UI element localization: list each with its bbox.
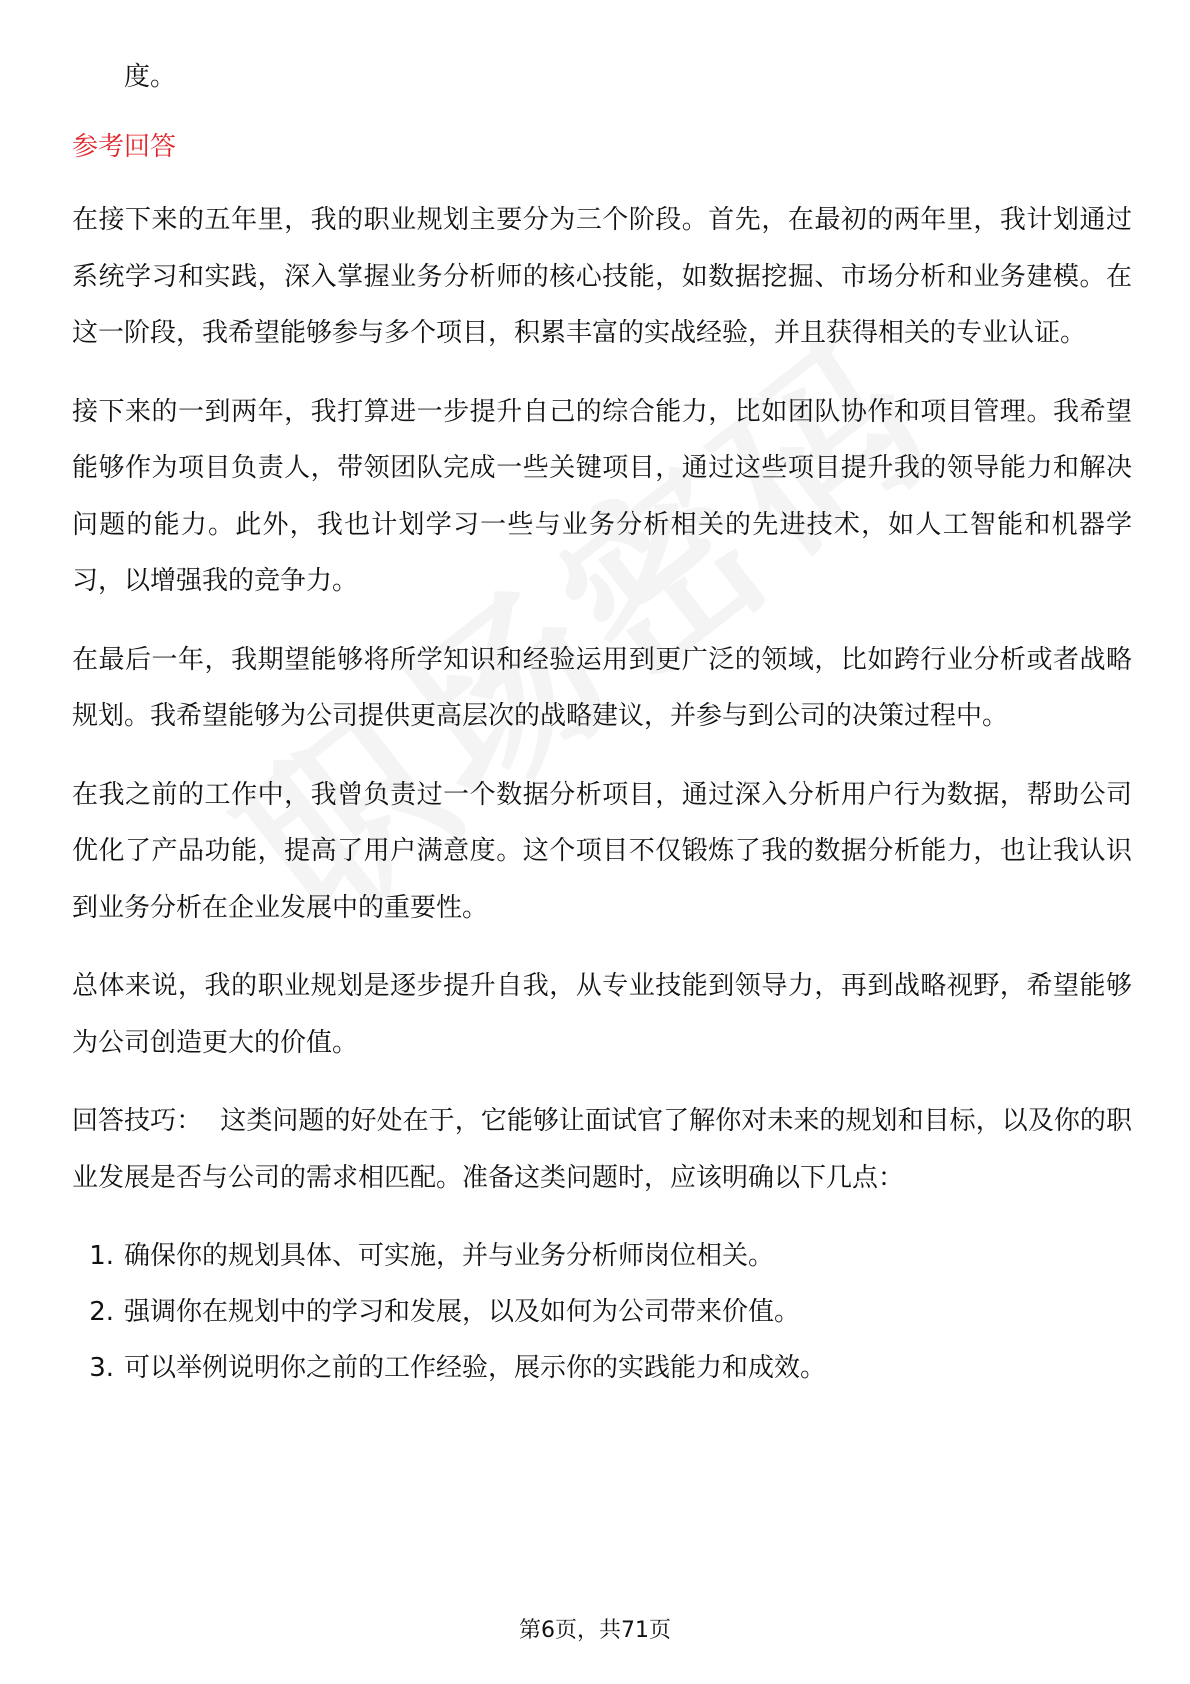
list-item [72, 1284, 1132, 1340]
answer-tips-label: 回答技巧： [72, 1106, 203, 1136]
answer-tips-paragraph [72, 1093, 1132, 1206]
continuation-text: 度。 [124, 62, 177, 92]
page-number-footer: 第6页，共71页 [519, 1618, 671, 1643]
list-item-number: 3. [89, 1353, 114, 1383]
list-item [72, 1228, 1132, 1284]
tips-list [72, 1228, 1132, 1396]
answer-tips-text: 这类问题的好处在于，它能够让面试官了解你对未来的规划和目标，以及你的职业发展是否与公司的需求相匹配。准备这类问题时，应该明确以下几点： [72, 1106, 1132, 1193]
list-item-text: 强调你在规划中的学习和发展，以及如何为公司带来价值。 [124, 1297, 801, 1327]
page-content [72, 52, 1132, 1396]
list-item [72, 1340, 1132, 1396]
answer-paragraph-4: 在我之前的工作中，我曾负责过一个数据分析项目，通过深入分析用户行为数据，帮助公司优化了产品功能，提高了用户满意度。这个项目不仅锻炼了我的数据分析能力，也让我认识到业务分析在企业发展中的重要性。 [72, 779, 1132, 923]
answer-paragraph-5: 总体来说，我的职业规划是逐步提升自我，从专业技能到领导力，再到战略视野，希望能够为公司创造更大的价值。 [72, 971, 1132, 1058]
list-item-text: 确保你的规划具体、可实施，并与业务分析师岗位相关。 [124, 1241, 775, 1271]
answer-paragraph-2: 接下来的一到两年，我打算进一步提升自己的综合能力，比如团队协作和项目管理。我希望能够作为项目负责人，带领团队完成一些关键项目，通过这些项目提升我的领导能力和解决问题的能力。此外，我也计划学习一些与业务分析相关的先进技术，如人工智能和机器学习，以增强我的竞争力。 [72, 396, 1132, 596]
reference-answer-heading: 参考回答 [72, 132, 177, 162]
list-item-text: 可以举例说明你之前的工作经验，展示你的实践能力和成效。 [124, 1353, 827, 1383]
answer-paragraph-1: 在接下来的五年里，我的职业规划主要分为三个阶段。首先，在最初的两年里，我计划通过系统学习和实践，深入掌握业务分析师的核心技能，如数据挖掘、市场分析和业务建模。在这一阶段，我希望能够参与多个项目，积累丰富的实战经验，并且获得相关的专业认证。 [72, 205, 1132, 348]
answer-paragraph-3: 在最后一年，我期望能够将所学知识和经验运用到更广泛的领域，比如跨行业分析或者战略规划。我希望能够为公司提供更高层次的战略建议，并参与到公司的决策过程中。 [72, 644, 1132, 731]
list-item-number: 2. [89, 1297, 114, 1327]
list-item-number: 1. [89, 1241, 114, 1271]
